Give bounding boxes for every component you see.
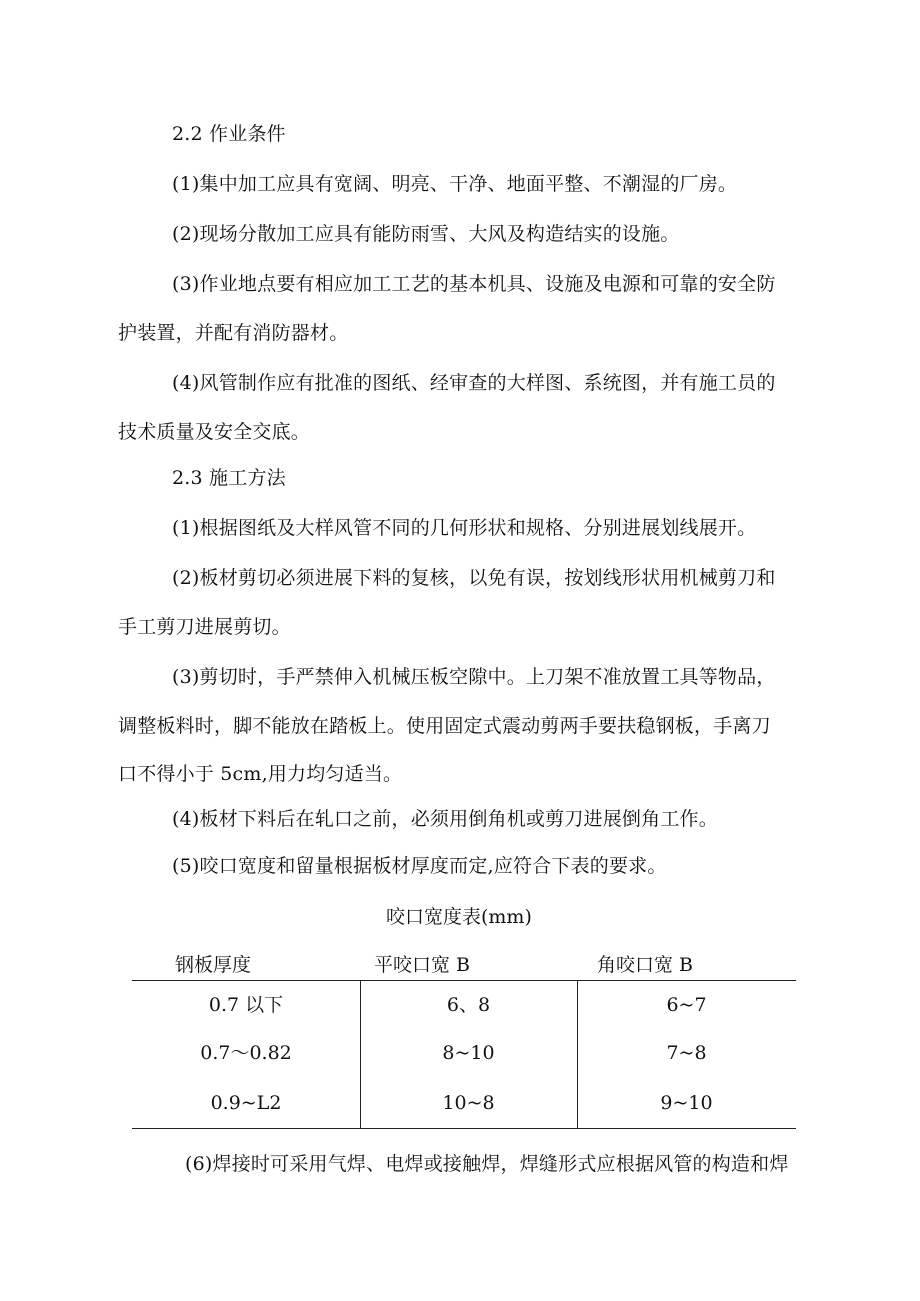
table-cell: 7~8 bbox=[666, 1042, 707, 1064]
paragraph-line: (1)集中加工应具有宽阔、明亮、干净、地面平整、不潮湿的厂房。 bbox=[172, 173, 738, 195]
paragraph-line: 口不得小于 5cm,用力均匀适当。 bbox=[118, 763, 403, 785]
paragraph-line: (1)根据图纸及大样风管不同的几何形状和规格、分别进展划线展开。 bbox=[172, 517, 757, 539]
table-header-flat-seam: 平咬口宽 B bbox=[374, 954, 471, 976]
table-caption: 咬口宽度表(mm) bbox=[386, 906, 532, 928]
paragraph-line: 手工剪刀进展剪切。 bbox=[118, 616, 291, 638]
table-cell: 0.9~L2 bbox=[210, 1092, 282, 1114]
section-heading-2-3: 2.3 施工方法 bbox=[172, 467, 286, 489]
table-header-thickness: 钢板厚度 bbox=[175, 954, 252, 976]
table-cell: 0.7～0.82 bbox=[200, 1042, 292, 1064]
paragraph-line: (5)咬口宽度和留量根据板材厚度而定,应符合下表的要求。 bbox=[172, 855, 667, 877]
paragraph-line: (6)焊接时可采用气焊、电焊或接触焊，焊缝形式应根据风管的构造和焊 bbox=[185, 1153, 789, 1175]
paragraph-line: 调整板料时，脚不能放在踏板上。使用固定式震动剪两手要扶稳钢板，手离刀 bbox=[118, 715, 771, 737]
paragraph-line: (4)风管制作应有批准的图纸、经审查的大样图、系统图，并有施工员的 bbox=[172, 372, 776, 394]
paragraph-line: (2)板材剪切必须进展下料的复核，以免有误，按划线形状用机械剪刀和 bbox=[172, 567, 776, 589]
table-rule-bottom bbox=[132, 1128, 796, 1129]
paragraph-line: 护装置，并配有消防器材。 bbox=[118, 322, 349, 344]
table-cell: 8~10 bbox=[442, 1042, 495, 1064]
section-heading-2-2: 2.2 作业条件 bbox=[172, 123, 286, 145]
table-cell: 6~7 bbox=[666, 994, 707, 1016]
paragraph-line: (3)作业地点要有相应加工工艺的基本机具、设施及电源和可靠的安全防 bbox=[172, 273, 776, 295]
table-cell: 6、8 bbox=[446, 994, 491, 1016]
paragraph-line: (3)剪切时，手严禁伸入机械压板空隙中。上刀架不准放置工具等物品， bbox=[172, 666, 776, 688]
table-cell: 10~8 bbox=[442, 1092, 495, 1114]
table-rule-top bbox=[132, 980, 796, 981]
paragraph-line: 技术质量及安全交底。 bbox=[118, 421, 311, 443]
table-cell: 0.7 以下 bbox=[208, 994, 284, 1016]
paragraph-line: (2)现场分散加工应具有能防雨雪、大风及构造结实的设施。 bbox=[172, 223, 680, 245]
paragraph-line: (4)板材下料后在轧口之前，必须用倒角机或剪刀进展倒角工作。 bbox=[172, 808, 718, 830]
table-cell: 9~10 bbox=[660, 1092, 713, 1114]
table-header-corner-seam: 角咬口宽 B bbox=[597, 954, 694, 976]
